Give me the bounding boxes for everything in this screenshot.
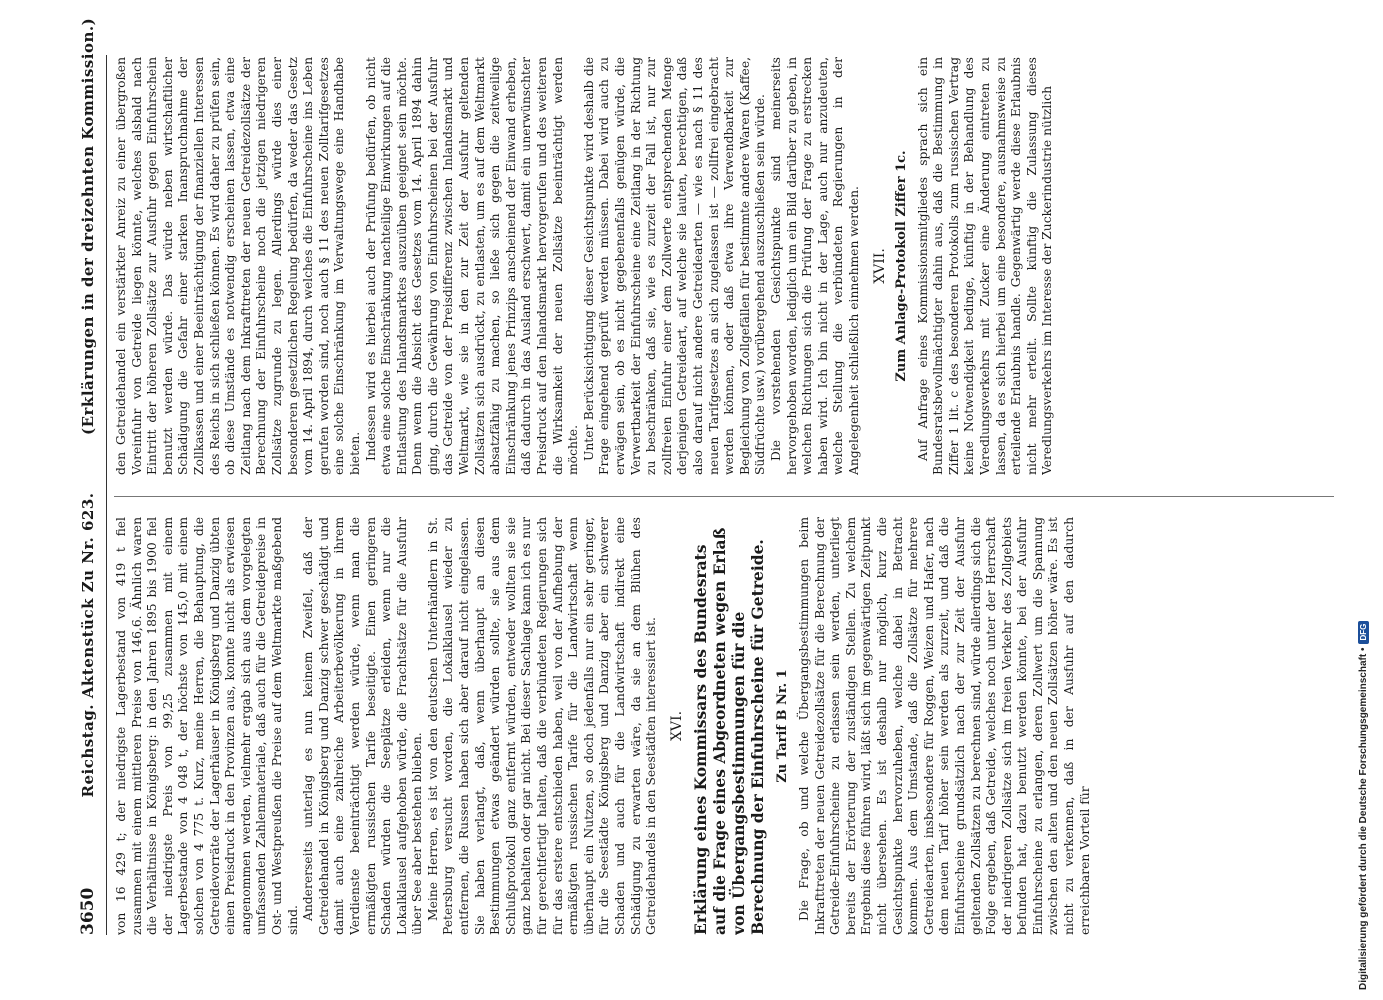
rotated-page-content [78,17,1348,935]
header-rule [106,55,107,935]
digitization-note [1358,621,1369,990]
paragraph: den Getreidehandel ein verstärkter Anreiz zu einer übergroßen Voreinfuhr von Getreide liegen könnte, welches alsbald nach Eintritt der höheren Zollsätze zur Ausfuhr gegen Einfuhrschein benutzt werden würde. Das würde neben wirtschaftlicher Schädigung die Gefahr einer starken Inanspruchnahme der Zollkassen und einer Beeinträchtigung der finanziellen Interessen des Reichs in sich schließen können. Es wird daher zu prüfen sein, ob diese Umstände es notwendig erscheinen lassen, etwa eine Zeitlang nach dem Inkrafttreten der neuen Getreidezollsätze der Berechnung der Einfuhrscheine noch die jetzigen niedrigeren Zollsätze zugrunde zu legen. Allerdings würde dies einer besonderen gesetzlichen Regelung bedürfen, da weder das Gesetz vom 14. April 1894, durch welches die Einfuhrscheine ins Leben gerufen worden sind, noch auch § 11 des neuen Zolltarifgesetzes eine solche Einschränkung im Verwaltungswege eine Handhabe bieten. [114,57,362,475]
paragraph: Indessen wird es hierbei auch der Prüfung bedürfen, ob nicht etwa eine solche Einschränkung nachteilige Einwirkungen auf die Entlastung des Inlandsmarktes auszuüben geeignet sein möchte. Denn wenn die Absicht des Gesetzes vom 14. April 1894 dahin ging, durch die Gewährung von Einfuhrscheinen bei der Ausfuhr das Getreide von der Preisdifferenz zwischen Inlandsmarkt und Weltmarkt, wie sie in den zur Zeit der Ausfuhr geltenden Zollsätzen sich ausdrückt, zu entlasten, um es auf dem Weltmarkt absatzfähig zu machen, so ließe sich gegen die zeitweilige Einschränkung jenes Prinzips anscheinend der Einwand erheben, daß dadurch in das Ausland erschwert, damit ein unerwünschter Preisdruck auf den Inlandsmarkt hervorgerufen und des weiteren die Wirksamkeit der neuen Zollsätze beeinträchtigt werden möchte. [363,57,581,475]
page-header [78,17,104,935]
digitization-text: Digitalisierung gefördert durch die Deutsche Forschungsgemeinschaft • [1358,647,1369,990]
section-number: XVII. [871,248,888,284]
dfg-logo: DFG [1358,621,1369,644]
section-title: Erklärung eines Kommissars des Bundesrats auf die Frage eines Abgeordneten wegen Erlaß von Übergangsbestimmungen für die Berechnung der Einfuhrscheine für Getreide. [691,527,768,935]
paragraph: Meine Herren, es ist von den deutschen Unterhändlern in St. Petersburg versucht worden, die Lokalklausel wieder zu entfernen, die Russen haben sich aber darauf nicht eingelassen. Sie haben verlangt, daß, wenn überhaupt an diesen Bestimmungen etwas geändert würden sollte, sie aus dem Schlußprotokoll ganz entfernt würden, entweder wollten sie sie ganz behalten oder gar nicht. Bei dieser Sachlage kann ich es nur für gerechtfertigt halten, daß die verbündeten Regierungen sich für das erstere entschieden haben, weil von der Aufhebung der ermäßigten russischen Tarife für die Landwirtschaft wenn überhaupt ein Nutzen, so doch jedenfalls nur ein sehr geringer, für die Seestädte Königsberg und Danzig aber ein schwerer Schaden und auch für die Landwirtschaft indirekt eine Schädigung zu erwarten wäre, da sie an dem Blühen des Getreidehandels in den Seestädten interessiert ist. [425,517,659,935]
paragraph: Unter Berücksichtigung dieser Gesichtspunkte wird deshalb die Frage eingehend geprüft werden müssen. Dabei wird auch zu erwägen sein, ob es nicht gegebenenfalls genügen würde, die Verwertbarkeit der Einfuhrscheine eine Zeitlang in der Richtung zu beschränken, daß sie, wie es zurzeit der Fall ist, nur zur zollfreien Einfuhr einer dem Zollwerte entsprechenden Menge derjenigen Getreideart, auf welche sie lauten, berechtigen, daß also darauf nicht andere Getreidearten — wie es nach § 11 des neuen Tarifgesetzes an sich zugelassen ist — zollfrei eingebracht werden können, oder daß etwa ihre Verwendbarkeit zur Begleichung von Zollgefällen für bestimmte andere Waren (Kaffee, Südfrüchte usw.) vorübergehend auszuschließen sein würde. [581,57,768,475]
section-number: XVI. [668,710,685,742]
header-left-title: Reichstag. Aktenstück Zu Nr. 623. [79,492,97,798]
page-number: 3650 [78,887,98,935]
text-column-right [114,57,1339,475]
paragraph: Die Frage, ob und welche Übergangsbestimmungen beim Inkrafttreten der neuen Getreidezollsätze für die Berechnung der Getreide-Einfuhrscheine zu erlassen sein werden, unterliegt bereits der Erörterung der zuständigen Stellen. Zu welchem Ergebnis diese führen wird, läßt sich im gegenwärtigen Zeitpunkt nicht übersehen. Es ist deshalb nur möglich, kurz die Gesichtspunkte hervorzuheben, welche dabei in Betracht kommen. Aus dem Umstande, daß die Zollsätze für mehrere Getreidearten, insbesondere für Roggen, Weizen und Hafer, nach dem neuen Tarif höher sein werden als zurzeit, und daß die Einfuhrscheine grundsätzlich nach der zur Zeit der Ausfuhr geltenden Zollsätzen zu berechnen sind, würde allerdings sich die Folge ergeben, daß Getreide, welches noch unter der Herrschaft der niedrigeren Zollsätze sich im freien Verkehr des Zollgebiets befunden hat, dazu benutzt werden könnte, bei der Ausfuhr Einfuhrscheine zu erlangen, deren Zollwert um die Spannung zwischen den alten und den neuen Zollsätzen höher wäre. Es ist nicht zu verkennen, daß in der Ausfuhr auf den dadurch erreichbaren Vorteil für [796,517,1092,935]
header-right-title: (Erklärungen in der dreizehnten Kommission.) [79,17,97,435]
paragraph: Andererseits unterlag es nun keinem Zweifel, daß der Getreidehandel in Königsberg und Danzig schwer geschädigt und damit auch eine zahlreiche Arbeiterbevölkerung in ihrem Verdienste beeinträchtigt werden würde, wenn man die ermäßigten russischen Tarife beseitigte. Einen geringeren Schaden würden die Seeplätze erleiden, wenn nur die Lokalklausel aufgehoben würde, die Frachtsätze für die Ausfuhr über See aber bestehen blieben. [301,517,425,935]
paragraph: Auf Anfrage eines Kommissionsmitgliedes sprach sich ein Bundesratsbevollmächtigter dahin aus, daß die Bestimmung in Ziffer 1 lit. c des besonderen Protokolls zum russischen Vertrag keine Notwendigkeit bedinge, künftig in der Behandlung des Veredlungsverkehrs mit Zucker eine Änderung eintreten zu lassen, da es sich hierbei um eine besondere, ausnahmsweise zu erteilende Erlaubnis handle. Gegenwärtig werde diese Erlaubnis nicht mehr erteilt. Sollte künftig die Zulassung dieses Veredlungsverkehrs im Interesse der Zuckerindustrie nützlich [915,57,1055,475]
paragraph: von 16 429 t; der niedrigste Lagerbestand von 419 t fiel zusammen mit einem mittleren Preise von 146,6. Ähnlich waren die Verhältnisse in Königsberg: in den Jahren 1895 bis 1900 fiel der niedrigste Preis von 99,25 zusammen mit einem Lagerbestande von 4 048 t, der höchste von 145,0 mit einem solchen von 4 775 t. Kurz, meine Herren, die Behauptung, die Getreidevorräte der Lagerhäuser in Königsberg und Danzig übten einen Preisdruck in den Provinzen aus, konnte nicht als erwiesen angenommen werden, vielmehr ergab sich aus dem vorgelegten umfassenden Zahlenmateriale, daß auch für die Getreidepreise in Ost- und Westpreußen die Preise auf dem Weltmarkte maßgebend sind. [114,517,300,935]
text-column-left [114,517,1339,935]
section-subheading: Zu Tarif B Nr. 1 [775,669,791,783]
section-subheading: Zum Anlage-Protokoll Ziffer 1c. [894,150,910,382]
paragraph: Die vorstehenden Gesichtspunkte sind meinerseits hervorgehoben worden, lediglich um ein Bild darüber zu geben, in welchen Richtungen sich die Prüfung der Frage zu erstrecken haben wird. Ich bin nicht in der Lage, auch nur anzudeuten, welche Stellung die verbündeten Regierungen in der Angelegenheit schließlich einnehmen werden. [768,57,861,475]
column-divider [114,496,1334,497]
